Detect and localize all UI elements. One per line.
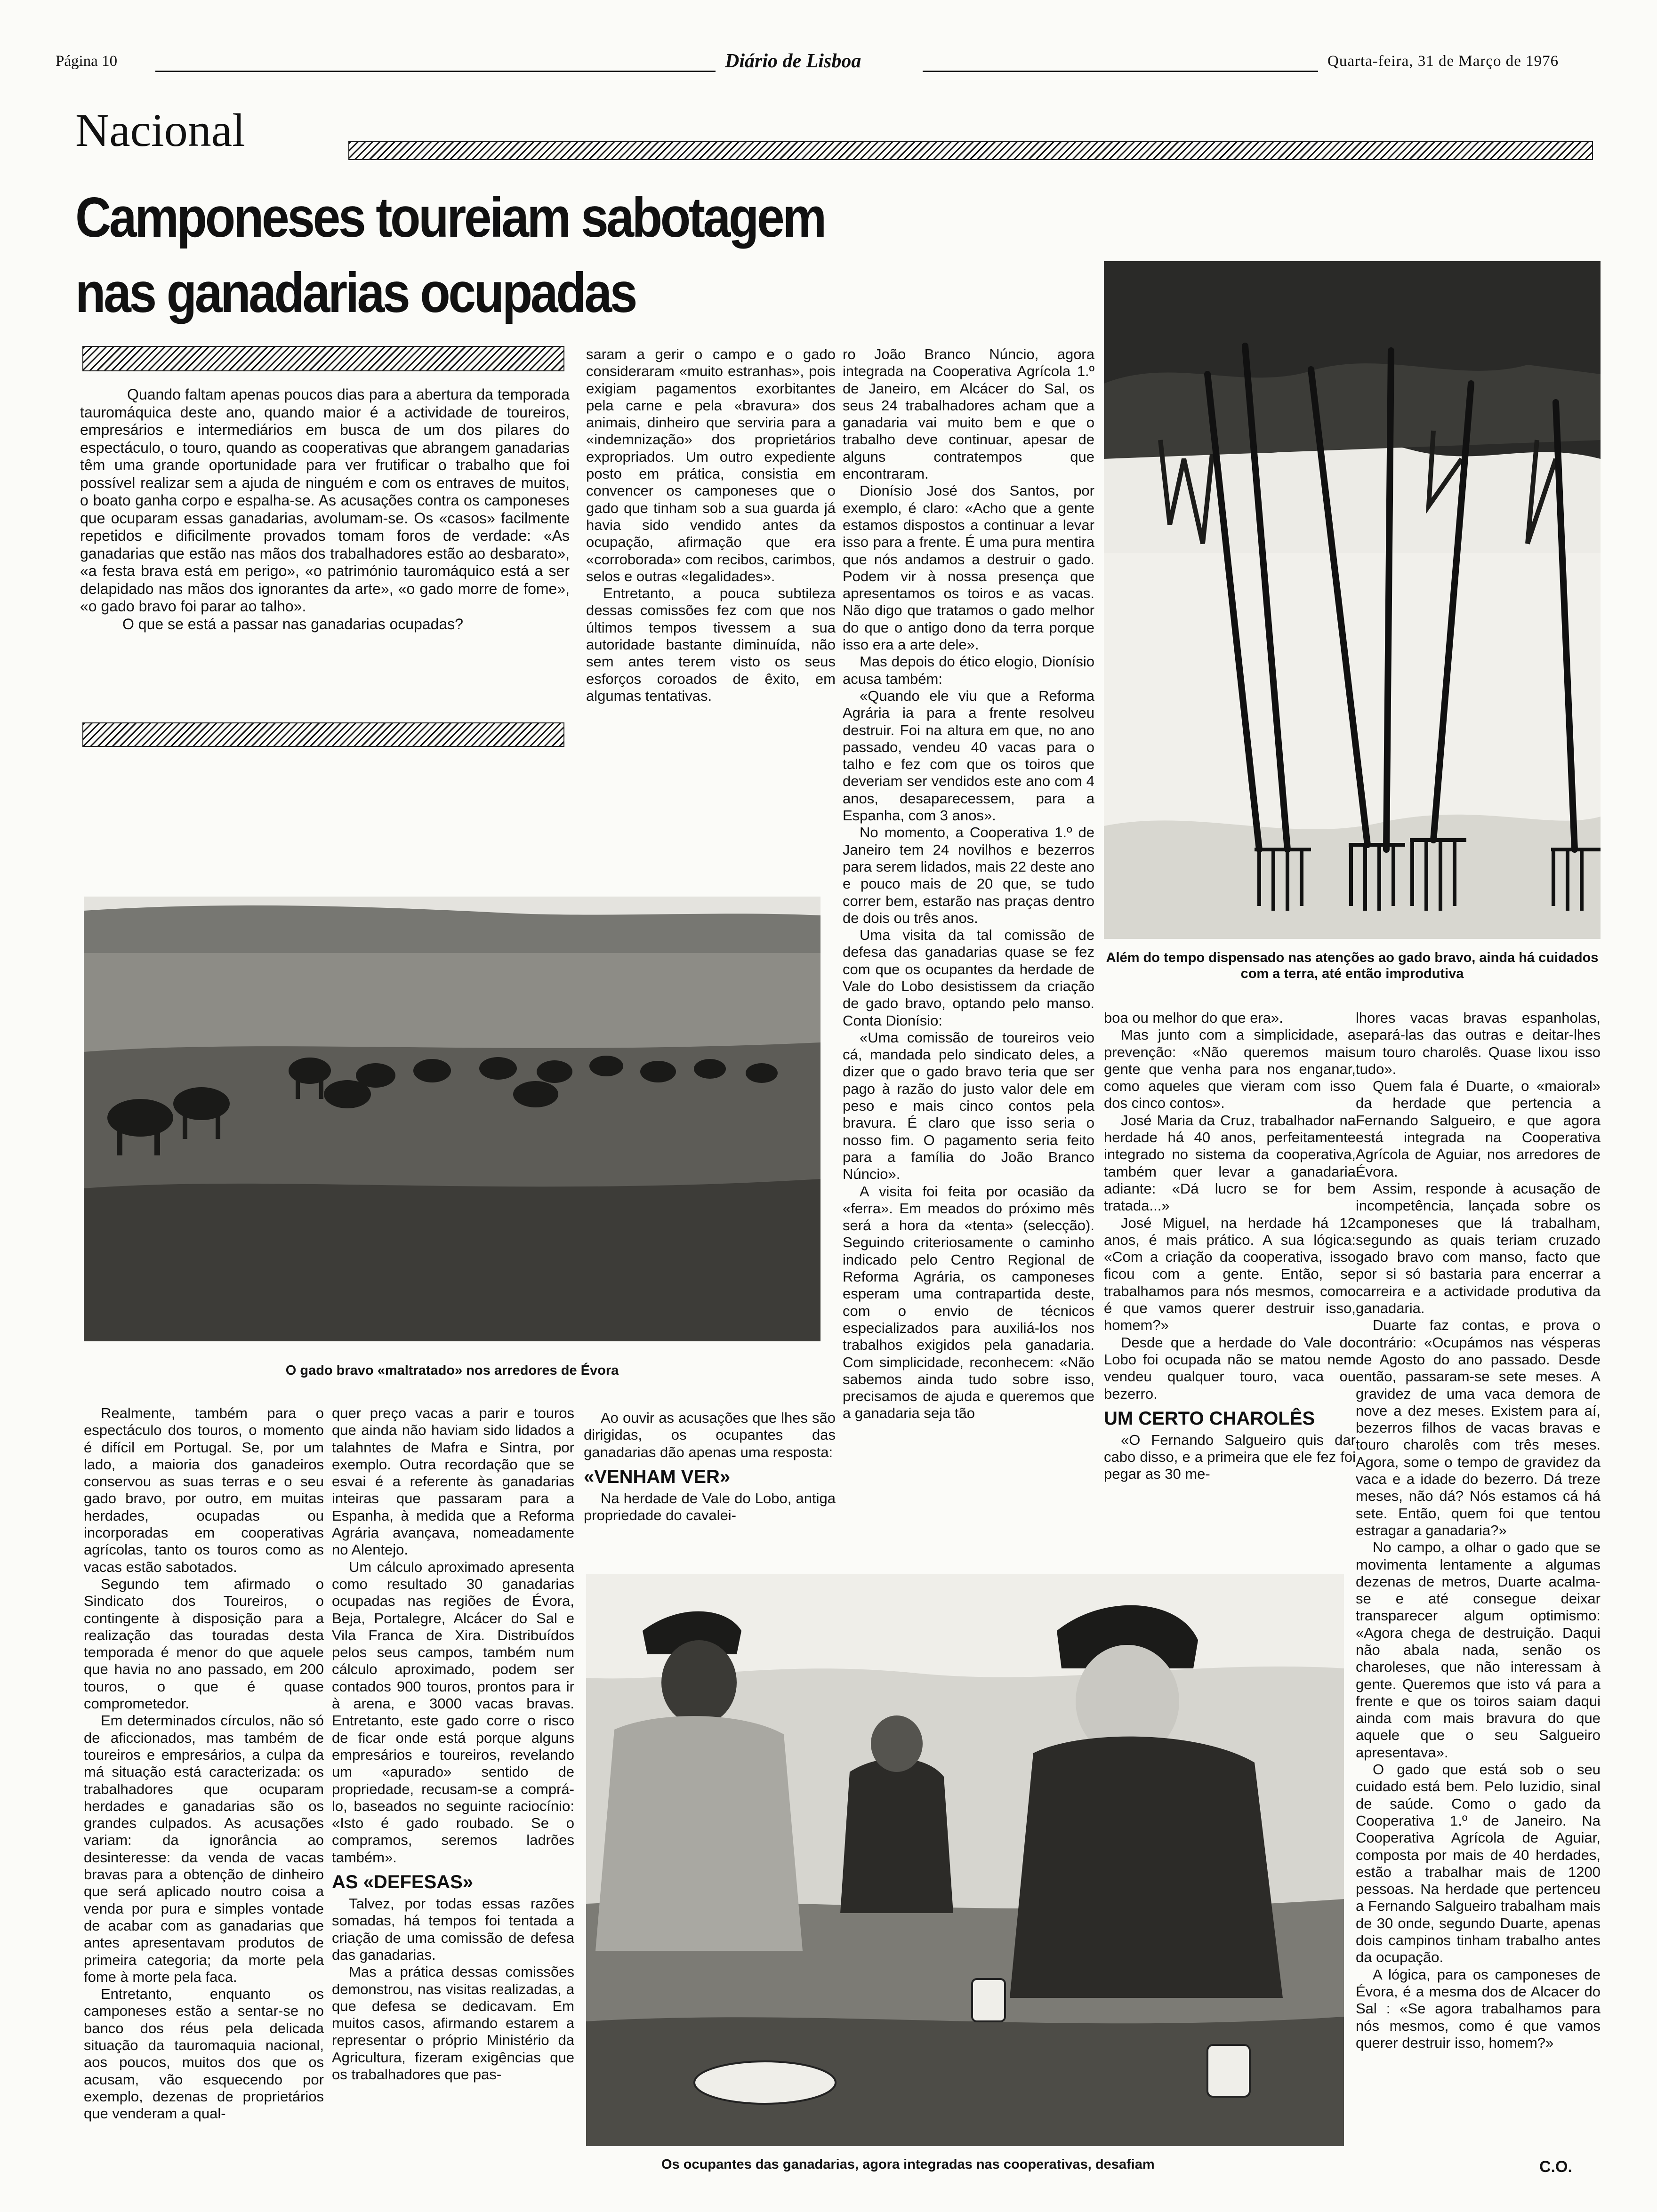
column-1-bottom [84,1405,324,2177]
column-3 [843,346,1094,1579]
paragraph: José Miguel, na herdade há 12 anos, é mais prático. A sua lógica: «Com a criação da cooperativa, isso ficou com a gente. Então, se trabalhamos para nós mesmos, como é que vamos querer destruir isso, homem?» [1104,1214,1356,1334]
paragraph: No campo, a olhar o gado que se movimenta lentamente a algumas dezenas de metros, Duarte acalma-se e até consegue deixar transparecer algum optimismo: «Agora chega de destruição. Daqui não abala nada, senão os charoleses, que não interessam à gente. Queremos que isto vá para a frente e que os toiros saiam daqui ainda com mais bravura do que aquele que o seu Salgueiro apresentava». [1356,1539,1601,1761]
author-signature: C.O. [1539,2158,1572,2176]
column-3-bottom [584,1410,836,1565]
lead-hatch-top [82,346,564,371]
section-title: Nacional [75,104,245,156]
paragraph: Em determinados círculos, não só de aficcionados, mas também de toureiros e empresários, a culpa da má situação está caracterizada: os trabalhadores que ocuparam herdades e ganadarias são os grandes culpados. As acusações variam: da ignorância ao desinteresse: da venda de vacas bravas para a obtenção de dinheiro que será aplicado noutro coisa a venda por pura e simples vontade de acabar com as ganadarias que antes apresentavam produtos de primeira categoria; da morte pela fome à morte pela faca. [84,1712,324,1985]
lead-question: O que se está a passar nas ganadarias ocupadas? [122,615,464,633]
newspaper-name: Diário de Lisboa [725,50,861,72]
paragraph: Duarte faz contas, e prova o contrário: «Ocupámos nas vésperas de Agosto do ano passado. Desde então, passaram-se sete meses. A gravidez de uma vaca demora de nove a dez meses. Existem para aí, bezerros filhos de vacas bravas e touro charolês com três meses. Agora, some o tempo de gravidez da vaca e a idade do bezerro. Dá treze meses, não dá? Nós estamos cá há sete. Então, quem foi que tentou estragar a ganadaria?» [1356,1317,1601,1539]
photo-ganadaria-workers [586,1574,1344,2146]
headline [75,180,904,330]
header-rule-right [923,71,1318,72]
column-2-top [586,346,836,760]
lead-hatch-bottom [82,722,564,747]
paragraph: José Maria da Cruz, trabalhador na herdade há 40 anos, perfeitamente integrado no sistema da cooperativa, também quer levar a ganadaria adiante: «Dá lucro se for bem tratada...» [1104,1112,1356,1214]
page-number: Página 10 [56,53,118,70]
header-rule-left [155,71,716,72]
paragraph: lhores vacas bravas espanholas, separá-las das outras e deitar-lhes um touro charolês. Quase lixou isso tudo». [1356,1010,1601,1077]
paragraph: Realmente, também para o espectáculo dos touros, o momento é difícil em Portugal. Se, por um lado, a maioria dos ganadeiros conservou as suas terras e o seu gado bravo, por outro, em muitas herdades, ocupadas ou incorporadas em cooperativas agrícolas, tanto os touros como as vacas estão sabotados. [84,1405,324,1575]
paragraph: Na herdade de Vale do Lobo, antiga propriedade do cavalei- [584,1490,836,1524]
column-4 [1104,1010,1356,1560]
paragraph: Quem fala é Duarte, o «maioral» da herdade que pertencia a Fernando Salgueiro, e que agora está integrada na Cooperativa Agrícola de Aguiar, nos arredores de Évora. [1356,1078,1601,1180]
section-hatch-bar [348,141,1593,160]
paragraph: quer preço vacas a parir e touros que ainda não haviam sido lidados a talahntes de Mafra e Sintra, por exemplo. Outra recordação que se esvai é a referente às ganadarias inteiras que passaram para a Espanha, à medida que a Reforma Agrária avançava, nomeadamente no Alentejo. [332,1405,574,1558]
caption-cattle: O gado bravo «maltratado» nos arredores de Évora [285,1363,619,1378]
paragraph: ro João Branco Núncio, agora integrada na Cooperativa Agrícola 1.º de Janeiro, em Alcácer do Sal, os seus 24 trabalhadores acham que a ganadaria vai muito bem e que o trabalho deve continuar, apesar de alguns contratempos que encontraram. [843,346,1094,482]
paragraph: «Uma comissão de toureiros veio cá, mandada pelo sindicato deles, a dizer que o gado bravo teria que ser pago à razão do justo valor dele em peso e mais cinco contos pela bravura. É claro que isso seria o nosso fim. O pagamento seria feito para a família do João Branco Núncio». [843,1029,1094,1183]
paragraph: Mas junto com a simplicidade, a prevenção: «Não queremos mais gente que venha para nos enganar, como aqueles que vieram com isso dos cinco contos». [1104,1026,1356,1112]
paragraph: O gado que está sob o seu cuidado está bem. Pelo luzidio, sinal de saúde. Como o gado da Cooperativa 1.º de Janeiro. Na Cooperativa Agrícola de Aguiar, composta por mais de 40 herdades, estão a trabalhar mais de 1200 pessoas. Na herdade que pertenceu a Fernando Salgueiro trabalham mais de 30 onde, segundo Duarte, apenas dois campinos tinham trabalho antes da ocupação. [1356,1761,1601,1966]
paragraph: A lógica, para os camponeses de Évora, é a mesma dos de Alcacer do Sal : «Se agora trabalhamos para nós mesmos, como é que vamos querer destruir isso, homem?» [1356,1966,1601,2051]
paragraph: No momento, a Cooperativa 1.º de Janeiro tem 24 novilhos e bezerros para serem lidados, mais 22 deste ano e pouco mais de 20 que, se tudo correr bem, estarão nas praças dentro de dois ou três anos. [843,824,1094,926]
paragraph: Entretanto, a pouca subtileza dessas comissões fez com que nos últimos tempos tivessem a sua autoridade bastante diminuída, não sem antes terem visto os seus esforços coroados de êxito, em algumas tentativas. [586,585,836,704]
caption-workers: Os ocupantes das ganadarias, agora integradas nas cooperativas, desafiam [661,2157,1155,2172]
paragraph: «Quando ele viu que a Reforma Agrária ia para a frente resolveu destruir. Foi na altura em que, no ano passado, vendeu 40 vacas para o talho e fez com que os toiros que deveriam ser vendidos este ano com 4 anos, desaparecessem, para a Espanha, com 3 anos». [843,687,1094,824]
paragraph: Entretanto, enquanto os camponeses estão a sentar-se no banco dos réus pela delicada situação da tauromaquia nacional, aos poucos, muitos dos que os acusam, vão esquecendo por exemplo, dezenas de proprietários que venderam a qual- [84,1986,324,2122]
paragraph: Mas depois do ético elogio, Dionísio acusa também: [843,653,1094,687]
paragraph: saram a gerir o campo e o gado consideraram «muito estranhas», pois exigiam pagamentos exorbitantes pela carne e pela «bravura» dos animais, dinheiro que serviria para a «indemnização» dos proprietários expropriados. Um outro expediente posto em prática, consistia em convencer os camponeses que o gado que tinham sob a sua guarda já havia sido vendido antes da ocupação, afirmação que era «corroborada» com recibos, carimbos, selos e outras «legalidades». [586,346,836,585]
subhead-charoles: UM CERTO CHAROLÊS [1104,1408,1315,1429]
paragraph: Dionísio José dos Santos, por exemplo, é claro: «Acho que a gente estamos dispostos a continuar a levar isso para a frente. É uma pura mentira que nós andamos a destruir o gado. Podem vir à nossa presença que apresentamos os toiros e as vacas. Não digo que tratamos o gado melhor do que o antigo dono da terra porque isso era a arte dele». [843,482,1094,653]
paragraph: Segundo tem afirmado o Sindicato dos Toureiros, o contingente à disposição para a realização das touradas desta temporada é menor do que aquele que havia no ano passado, em 200 touros, o que é quase comprometedor. [84,1575,324,1712]
subhead-venham-ver: «VENHAM VER» [584,1466,731,1487]
paragraph: Uma visita da tal comissão de defesa das ganadarias quase se fez com que os ocupantes da herdade de Vale do Lobo desistissem da criação de gado bravo, optando pelo manso. Conta Dionísio: [843,927,1094,1029]
paragraph: boa ou melhor do que era». [1104,1010,1283,1026]
paragraph: Desde que a herdade do Vale do Lobo foi ocupada não se matou nem vendeu qualquer touro, vaca ou bezerro. [1104,1334,1356,1402]
issue-date: Quarta-feira, 31 de Março de 1976 [1327,53,1559,70]
photo-pitchforks [1104,261,1601,939]
subhead-defesas: AS «DEFESAS» [332,1872,474,1893]
paragraph: Assim, responde à acusação de incompetência, lançada sobre os camponeses que lá trabalham, segundo as quais teriam cruzado gado bravo com manso, facto que por si só bastaria para encerrar a carreira e a actividade produtiva da ganadaria. [1356,1180,1601,1317]
paragraph: Mas a prática dessas comissões demonstrou, nas visitas realizadas, a que defesa se dedicavam. Em muitos casos, afirmando estarem a representar o próprio Ministério da Agricultura, fizeram exigências que os trabalhadores que pas- [332,1964,574,2083]
headline-line-2: nas ganadarias ocupadas [75,261,635,324]
headline-line-1: Camponeses toureiam sabotagem [75,186,825,249]
paragraph: Ao ouvir as acusações que lhes são dirigidas, os ocupantes das ganadarias dão apenas uma resposta: [584,1410,836,1460]
column-2-bottom [332,1405,574,2177]
lead-paragraph: Quando faltam apenas poucos dias para a abertura da temporada tauromáquica deste ano, quando maior é a actividade de toureiros, empresários e intermediários em busca de um dos pilares do espectáculo, o touro, quando as cooperativas que abrangem ganadarias têm uma grande oportunidade para ver frutificar o trabalho que foi possível realizar sem a ajuda de ninguém e com os entraves de muitos, o boato ganha corpo e espalha-se. As acusações contra os camponeses que ocuparam essas ganadarias, avolumam-se. Os «casos» facilmente repetidos e dificilmente provados tomam foros de verdade: «As ganadarias que estão nas mãos dos trabalhadores estão ao desbarato», «a festa brava está em perigo», «o património tauromáquico está a ser delapidado nas mãos dos ignorantes da arte», «o gado morre de fome», «o gado bravo foi parar ao talho». [80,386,570,615]
paragraph: Um cálculo aproximado apresenta como resultado 30 ganadarias ocupadas nas regiões de Évora, Beja, Portalegre, Alcácer do Sal e Vila Franca de Xira. Distribuídos pelos seus campos, também num cálculo aproximado, podem ser contados 900 touros, prontos para ir à arena, e 3000 vacas bravas. Entretanto, este gado corre o risco de ficar onde está porque alguns empresários e toureiros, revelando um «apurado» sentido de propriedade, recusam-se a comprá-lo, baseados no seguinte raciocínio: «Isto é gado roubado. Se o compramos, seremos ladrões também». [332,1558,574,1866]
paragraph: Talvez, por todas essas razões somadas, há tempos foi tentada a criação de uma comissão de defesa das ganadarias. [332,1895,574,1963]
paragraph: A visita foi feita por ocasião da «ferra». Em meados do próximo mês será a hora da «tenta» (selecção). Seguindo criteriosamente o caminho indicado pelo Centro Regional de Reforma Agrária, os camponeses esperam uma contrapartida deste, com o envio de técnicos especializados para auxiliá-los nos trabalhos exigidos pela ganadaria. Com simplicidade, reconhecem: «Não sabemos ainda tudo sobre isso, precisamos de ajuda e queremos que a ganadaria seja tão [843,1183,1094,1422]
caption-pitchforks: Além do tempo dispensado nas atenções ao gado bravo, ainda há cuidados com a terra, até então improdutiva [1106,950,1599,981]
paragraph: «O Fernando Salgueiro quis dar cabo disso, e a primeira que ele fez foi pegar as 30 me- [1104,1431,1356,1483]
photo-cattle [84,897,820,1341]
lead-column [80,386,570,633]
column-5 [1356,1010,1601,2148]
